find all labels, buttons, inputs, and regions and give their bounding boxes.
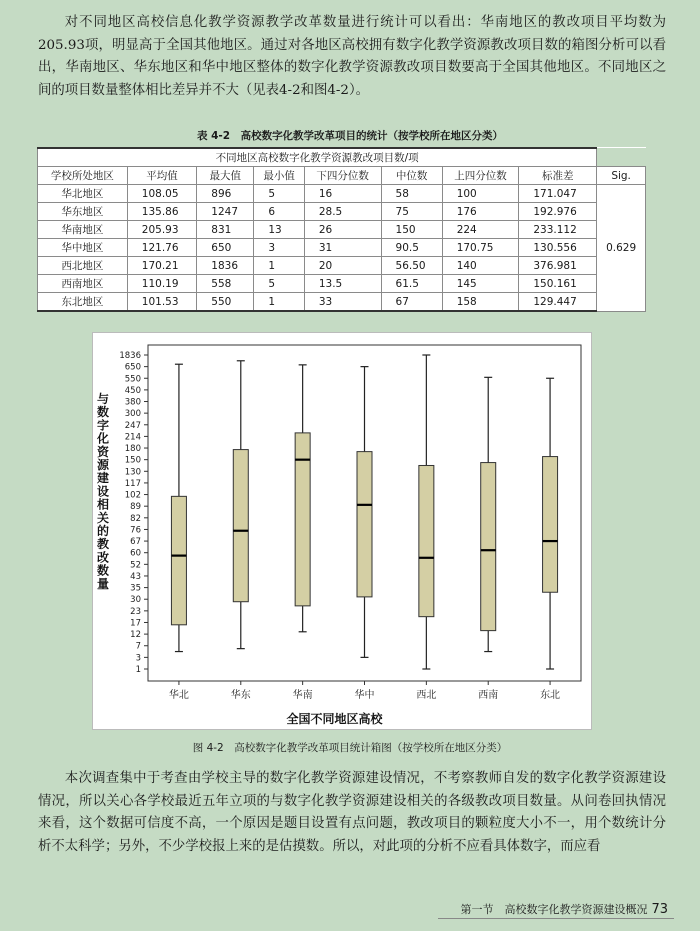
table-cell: 西南地区 [38, 275, 128, 293]
y-tick-label: 102 [124, 490, 141, 501]
y-tick-label: 650 [124, 362, 141, 373]
table-cell: 61.5 [381, 275, 442, 293]
table-group-header: 不同地区高校数字化教学资源教改项目数/项 [38, 148, 597, 167]
body-paragraph-1: 对不同地区高校信息化教学资源教学改革数量进行统计可以看出：华南地区的教改项目平均数为205.93项，明显高于全国其他地区。通过对各地区高校拥有数字化教学资源教改项目数的箱图分析可以看出，华南地区、华东地区和华中地区整体的数字化教学资源教改项目数要高于全国其他地区。不同地区之间的项目数量整体相比差异并不大（见表4-2和图4-2）。 [38, 15, 666, 98]
table-cell: 1 [254, 293, 305, 312]
y-tick-label: 550 [124, 374, 141, 385]
table-cell: 110.19 [127, 275, 197, 293]
table-cell: 东北地区 [38, 293, 128, 312]
y-tick-label: 12 [130, 630, 141, 641]
table-cell: 650 [197, 239, 254, 257]
table-cell: 1 [254, 257, 305, 275]
table-title: 表 4-2 高校数字化教学改革项目的统计（按学校所在地区分类） [196, 130, 504, 142]
table-cell: 20 [304, 257, 381, 275]
y-tick-label: 300 [124, 409, 141, 420]
table-column-header: 上四分位数 [442, 167, 519, 185]
y-tick-label: 23 [130, 606, 141, 617]
table-cell: 华北地区 [38, 185, 128, 203]
table-column-header: Sig. [597, 167, 646, 185]
x-tick-label: 华东 [230, 690, 251, 701]
y-tick-label: 450 [124, 385, 141, 396]
figure-caption: 图 4-2 高校数字化教学改革项目统计箱图（按学校所在地区分类） [192, 742, 508, 754]
y-tick-label: 17 [130, 618, 141, 629]
table-cell: 171.047 [519, 185, 597, 203]
table-cell: 1836 [197, 257, 254, 275]
table-cell: 121.76 [127, 239, 197, 257]
table-cell: 140 [442, 257, 519, 275]
table-cell: 西北地区 [38, 257, 128, 275]
boxplot-svg [93, 333, 591, 729]
y-tick-label: 7 [135, 641, 141, 652]
y-tick-label: 1 [135, 665, 141, 675]
box-iqr [171, 496, 186, 624]
table-cell: 150 [381, 221, 442, 239]
y-tick-label: 30 [130, 595, 141, 606]
table-row [38, 239, 646, 257]
x-tick-label: 华北 [168, 690, 189, 701]
box-iqr [233, 450, 248, 602]
y-tick-label: 1836 [119, 351, 141, 361]
table-cell: 376.981 [519, 257, 597, 275]
table-cell: 550 [197, 293, 254, 312]
table-cell: 26 [304, 221, 381, 239]
table-cell: 170.75 [442, 239, 519, 257]
x-tick-label: 华中 [354, 690, 375, 701]
table-cell: 135.86 [127, 203, 197, 221]
table-row [38, 203, 646, 221]
y-tick-label: 35 [130, 583, 141, 594]
table-column-header: 中位数 [381, 167, 442, 185]
table-column-header: 最大值 [197, 167, 254, 185]
table-header-row [38, 167, 646, 185]
table-cell: 华东地区 [38, 203, 128, 221]
table-cell: 896 [197, 185, 254, 203]
table-cell: 75 [381, 203, 442, 221]
y-axis-title: 与数字化资源建设相关的教改数量 [96, 392, 110, 591]
x-tick-label: 华南 [292, 690, 313, 701]
table-cell: 176 [442, 203, 519, 221]
y-tick-label: 150 [124, 455, 141, 466]
table-column-header: 平均值 [127, 167, 197, 185]
table-cell: 150.161 [519, 275, 597, 293]
table-sig-value: 0.629 [597, 185, 646, 312]
x-tick-label: 西南 [478, 690, 499, 701]
table-cell: 205.93 [127, 221, 197, 239]
table-cell: 90.5 [381, 239, 442, 257]
page-number: 73 [651, 902, 668, 917]
table-cell: 831 [197, 221, 254, 239]
table-cell: 5 [254, 185, 305, 203]
table-cell: 108.05 [127, 185, 197, 203]
y-tick-label: 89 [130, 502, 141, 513]
table-cell: 130.556 [519, 239, 597, 257]
table-body [38, 185, 646, 312]
table-column-header: 下四分位数 [304, 167, 381, 185]
table-cell: 华南地区 [38, 221, 128, 239]
table-row [38, 257, 646, 275]
table-cell: 158 [442, 293, 519, 312]
y-tick-label: 82 [130, 513, 141, 524]
y-tick-label: 214 [124, 432, 141, 443]
page-footer [460, 901, 668, 917]
table-cell: 13.5 [304, 275, 381, 293]
table-cell: 129.447 [519, 293, 597, 312]
table-cell: 100 [442, 185, 519, 203]
table-cell: 233.112 [519, 221, 597, 239]
table-cell: 58 [381, 185, 442, 203]
table-cell: 6 [254, 203, 305, 221]
y-tick-label: 380 [124, 397, 141, 408]
body-paragraph-2: 本次调查集中于考查由学校主导的数字化教学资源建设情况，不考察教师自发的数字化教学资源建设情况，所以关心各学校最近五年立项的与数字化教学资源建设相关的各级教改项目数量。从问卷回执情况来看，这个数据可信度不高，一个原因是题目设置有点问题，教改项目的颗粒度大小不一，用个数统计分析不太科学；另外，不少学校报上来的是估摸数。所以，对此项的分析不应看具体数字，而应看 [38, 771, 666, 854]
y-tick-label: 43 [130, 571, 141, 582]
y-tick-label: 180 [124, 444, 141, 455]
table-cell: 101.53 [127, 293, 197, 312]
statistics-table [37, 147, 646, 312]
y-tick-label: 3 [135, 653, 141, 664]
table-column-header: 学校所处地区 [38, 167, 128, 185]
box-iqr [419, 465, 434, 616]
table-cell: 192.976 [519, 203, 597, 221]
table-cell: 28.5 [304, 203, 381, 221]
x-axis-title: 全国不同地区高校 [286, 712, 383, 726]
y-tick-label: 60 [130, 548, 141, 559]
table-cell: 67 [381, 293, 442, 312]
table-cell: 224 [442, 221, 519, 239]
table-row [38, 293, 646, 312]
y-tick-label: 76 [130, 525, 141, 536]
table-row [38, 221, 646, 239]
table-cell: 1247 [197, 203, 254, 221]
table-spacer [597, 148, 646, 167]
table-row [38, 275, 646, 293]
box-iqr [481, 463, 496, 631]
table-cell: 33 [304, 293, 381, 312]
footer-section-title: 第一节 高校数字化教学资源建设概况 [460, 903, 648, 916]
table-cell: 3 [254, 239, 305, 257]
table-cell: 31 [304, 239, 381, 257]
box-iqr [543, 457, 558, 593]
y-tick-label: 117 [124, 478, 141, 489]
table-cell: 558 [197, 275, 254, 293]
footer-rule [438, 918, 674, 919]
table-row [38, 185, 646, 203]
box-iqr [357, 452, 372, 597]
y-tick-label: 67 [130, 537, 141, 548]
table-cell: 56.50 [381, 257, 442, 275]
y-tick-label: 130 [124, 467, 141, 478]
y-tick-label: 52 [130, 560, 141, 571]
boxplot-chart [92, 332, 592, 730]
table-cell: 13 [254, 221, 305, 239]
table-cell: 5 [254, 275, 305, 293]
table-column-header: 最小值 [254, 167, 305, 185]
table-column-header: 标准差 [519, 167, 597, 185]
table-cell: 170.21 [127, 257, 197, 275]
x-tick-label: 东北 [540, 690, 561, 701]
table-cell: 145 [442, 275, 519, 293]
table-cell: 华中地区 [38, 239, 128, 257]
table-cell: 16 [304, 185, 381, 203]
x-tick-label: 西北 [416, 690, 437, 701]
y-tick-label: 247 [124, 420, 141, 431]
